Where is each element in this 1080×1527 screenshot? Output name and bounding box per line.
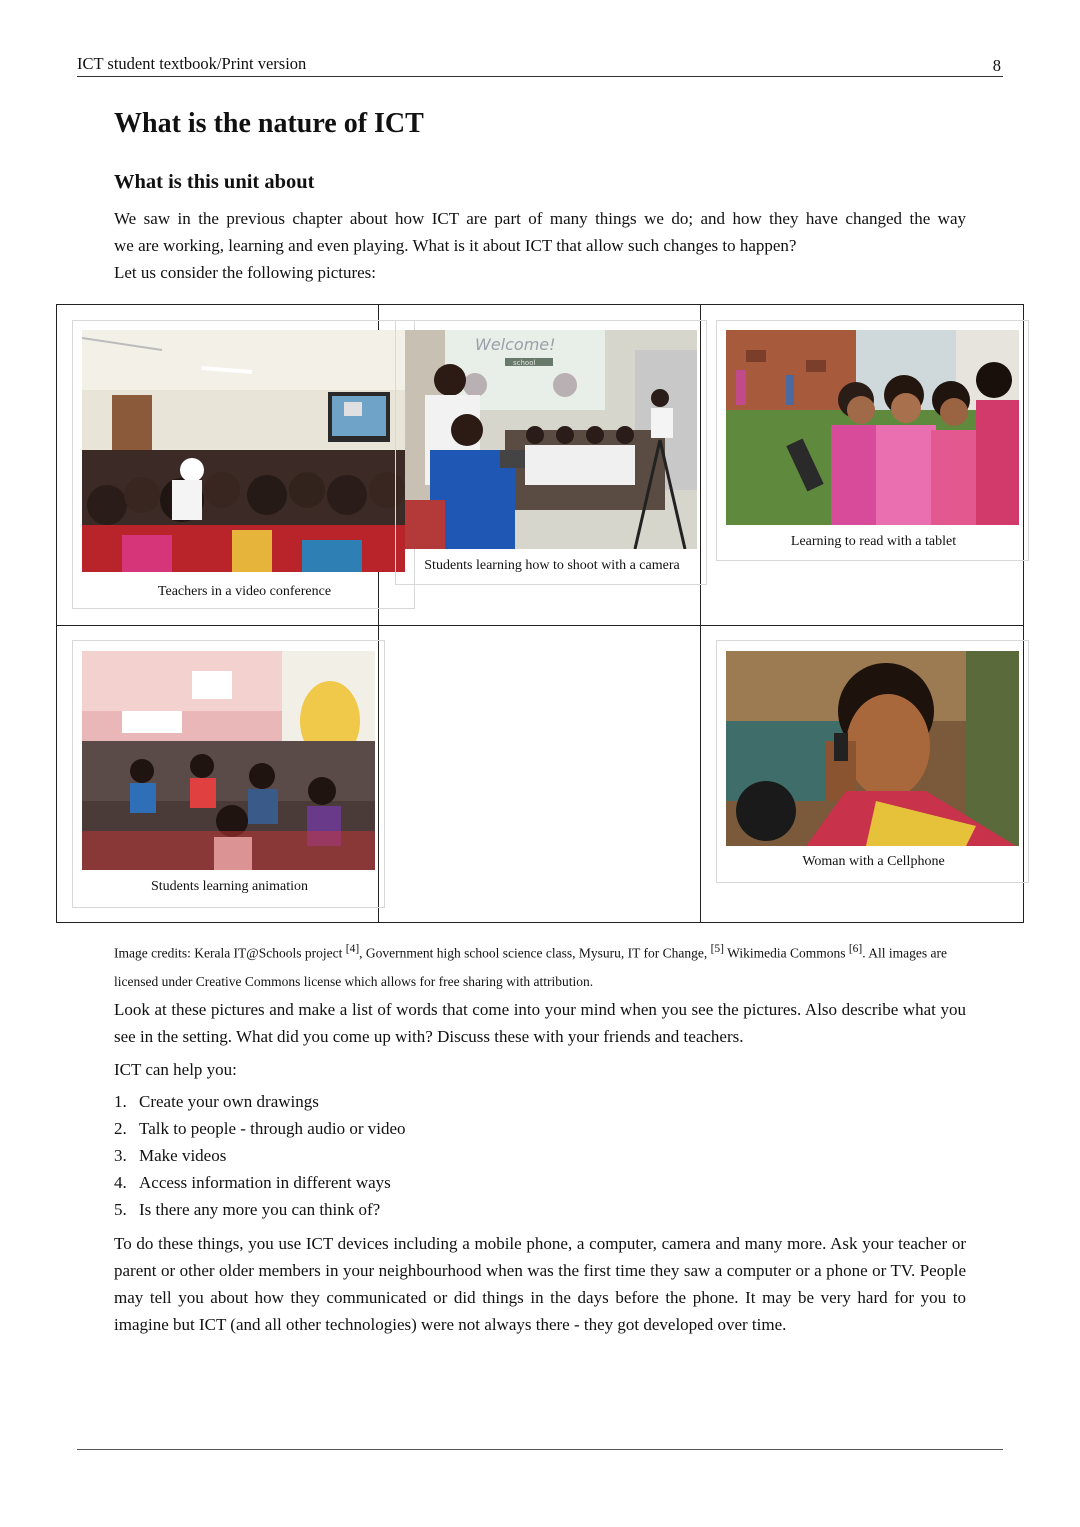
list-item [114, 1115, 406, 1142]
welcome-banner-text: Welcome! [475, 335, 556, 354]
look-paragraph: Look at these pictures and make a list of words that come into your mind when you see the pictures. Also describe what you see in the setting. What did you come up with? Discuss these with your friends and teachers. [114, 1000, 966, 1046]
grid-line [56, 304, 1024, 305]
page-title: What is the nature of ICT [114, 108, 424, 139]
list-item [114, 1169, 406, 1196]
list-item [114, 1142, 406, 1169]
list-number: 3. [114, 1146, 127, 1165]
intro-paragraph [114, 205, 966, 286]
devices-paragraph: To do these things, you use ICT devices including a mobile phone, a computer, camera and many more. Ask your teacher or parent or other older members in your neighbourhood when was the first time they saw a computer or a phone or TV. People may tell you about how they communicated or did things in the days before the phone. It may be very hard for you to imagine but ICT (and all other technologies) were not always there - they got developed over time. [114, 1234, 966, 1334]
figure-woman-cellphone [716, 640, 1029, 883]
figure-camera-class [395, 320, 707, 585]
footnote-ref[interactable]: [5] [710, 943, 724, 955]
footnote-ref[interactable]: [6] [848, 943, 863, 955]
figure-caption: Teachers in a video conference [157, 584, 332, 599]
section-heading: What is this unit about [114, 171, 315, 193]
figure-caption: Learning to read with a tablet [790, 534, 957, 549]
figure-caption: Students learning how to shoot with a camera [424, 558, 680, 573]
grid-line [56, 625, 1024, 626]
credits-text: , Government high school science class, Mysuru, IT for Change, [359, 945, 711, 961]
credits-text: Image credits: Kerala IT@Schools project [114, 945, 346, 961]
list-text: Access information in different ways [139, 1173, 391, 1192]
grid-line [56, 304, 57, 923]
figure-caption: Woman with a Cellphone [802, 854, 945, 869]
running-header [77, 54, 1003, 77]
tablet-reading-photo [726, 330, 1019, 525]
book-title: ICT student textbook/Print version [77, 54, 307, 73]
figure-grid [56, 304, 1024, 923]
credits-text: . All images are licensed under Creative Commons license which allows for free sharing with attribution. [114, 945, 947, 989]
video-conference-photo [82, 330, 405, 572]
list-text: Talk to people - through audio or video [139, 1119, 406, 1138]
credits-text: Wikimedia Commons [724, 945, 849, 961]
list-text: Is there any more you can think of? [139, 1200, 381, 1219]
figure-video-conference [72, 320, 415, 609]
intro-line: we are working, learning and even playing. What is it about ICT that allow such changes to happen? [114, 236, 797, 255]
woman-cellphone-photo [726, 651, 1019, 846]
list-number: 5. [114, 1200, 127, 1219]
school-banner-text: school [513, 359, 536, 367]
grid-line [56, 922, 1024, 923]
figure-tablet-reading [716, 320, 1029, 561]
camera-class-photo [405, 330, 697, 549]
list-item [114, 1088, 406, 1115]
footnote-ref[interactable]: [4] [345, 943, 360, 955]
ict-list [114, 1088, 406, 1223]
list-number: 2. [114, 1119, 127, 1138]
ict-intro: ICT can help you: [114, 1060, 237, 1079]
intro-line: We saw in the previous chapter about how ICT are part of many things we do; and how they have changed the way [114, 209, 966, 228]
figure-caption: Students learning animation [150, 879, 309, 894]
figure-animation-class [72, 640, 385, 908]
page-number: 8 [992, 56, 1001, 75]
list-text: Create your own drawings [139, 1092, 319, 1111]
animation-class-photo [82, 651, 375, 870]
list-text: Make videos [139, 1146, 227, 1165]
list-number: 4. [114, 1173, 127, 1192]
intro-line: Let us consider the following pictures: [114, 263, 377, 282]
list-number: 1. [114, 1092, 127, 1111]
image-credits [114, 935, 974, 996]
footer-rule [77, 1449, 1003, 1450]
list-item [114, 1196, 406, 1223]
